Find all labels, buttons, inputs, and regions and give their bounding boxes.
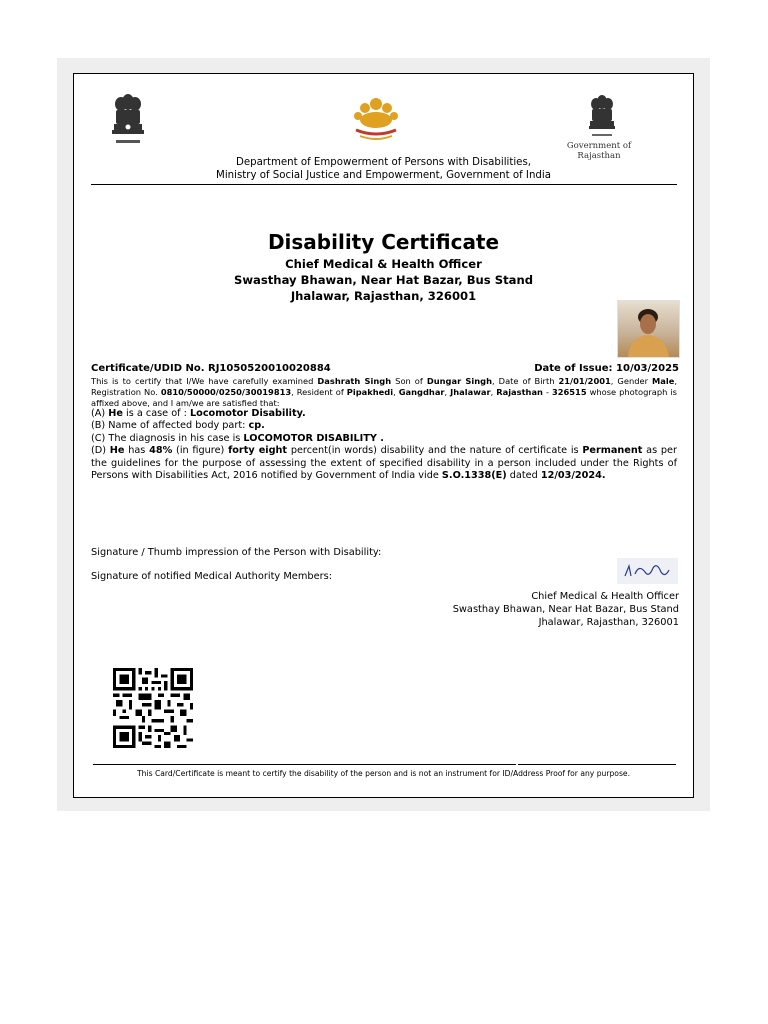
department-heading xyxy=(74,156,693,182)
authority-signature-label: Signature of notified Medical Authority Members: xyxy=(91,571,333,582)
person-signature-label: Signature / Thumb impression of the Person with Disability: xyxy=(91,547,382,558)
relation-text: Son of xyxy=(395,376,423,386)
footer-divider-left xyxy=(93,764,516,765)
national-emblem-icon xyxy=(108,92,148,154)
department-line-2: Ministry of Social Justice and Empowerment, Government of India xyxy=(216,170,551,181)
district: Jhalawar xyxy=(450,387,491,397)
authority-line-3: Jhalawar, Rajasthan, 326001 xyxy=(538,617,679,628)
clause-c xyxy=(91,433,677,445)
clause-d-dated: dated xyxy=(506,470,541,482)
footer-disclaimer: This Card/Certificate is meant to certify the disability of the person and is not an instrument for ID/Address Proof for any purpose. xyxy=(137,769,630,778)
rajasthan-emblem-icon xyxy=(350,94,402,142)
disability-percent: 48% xyxy=(149,445,173,457)
notification-number: S.O.1338(E) xyxy=(441,470,507,482)
udid-label: Certificate/UDID No. xyxy=(91,363,205,374)
authority-block xyxy=(453,590,679,629)
clause-d-text-2: as per the guidelines for the purpose of assessing the extent of specified disability in a person included under the Rights of Persons with Disabilities Act, 2016 notified by Government of India vide xyxy=(91,445,677,482)
certificate-sheet xyxy=(73,73,694,798)
intro-end: whose photograph is affixed above, and I am/we are satisfied that: xyxy=(91,387,677,408)
header-divider xyxy=(91,184,677,185)
registration-number: 0810/50000/0250/30019813 xyxy=(160,387,292,397)
clause-c-text: (C) The diagnosis in his case is xyxy=(91,432,244,444)
clause-a-prefix: (A) xyxy=(91,408,109,419)
certification-intro: This is to certify that I/We have carefully examined Dashrath Singh Son of Dungar Singh, Date of Birth 21/01/2001, Gender Male, Registration No. 0810/50000/0250/30019813, Resident of Pipakhedi, Gangdhar, Jhalawar, Rajasthan - 326515 whose photograph is affixed above, and I am/we are satisfied that: xyxy=(91,376,677,408)
office-line-2: Swasthay Bhawan, Near Hat Bazar, Bus Stand xyxy=(233,273,533,287)
office-line-3: Jhalawar, Rajasthan, 326001 xyxy=(290,289,477,303)
village: Pipakhedi xyxy=(346,387,394,397)
diagnosis: LOCOMOTOR DISABILITY . xyxy=(243,432,384,444)
issue-label: Date of Issue: xyxy=(534,363,613,374)
issue-value: 10/03/2025 xyxy=(616,363,679,374)
issue-date xyxy=(534,363,679,374)
authority-line-2: Swasthay Bhawan, Near Hat Bazar, Bus Stand xyxy=(452,604,679,615)
clause-d-text-1: percent(in words) disability and the nature of certificate is xyxy=(290,445,583,457)
person-photo xyxy=(617,300,680,358)
government-of-rajasthan-label: Government of Rajasthan xyxy=(566,141,632,161)
person-photo-image xyxy=(618,301,679,357)
person-name: Dashrath Singh xyxy=(317,376,392,386)
father-name: Dungar Singh xyxy=(426,376,493,386)
registration-label: , Registration No. xyxy=(91,376,677,397)
disability-type: Locomotor Disability. xyxy=(189,408,306,419)
resident-label: , Resident of xyxy=(291,387,347,397)
issuing-office xyxy=(74,256,693,304)
clause-d-figure: (in figure) xyxy=(172,445,229,457)
clause-a xyxy=(91,408,677,420)
clause-d-he: He xyxy=(109,445,125,457)
qr-code-icon xyxy=(112,668,194,748)
office-line-1: Chief Medical & Health Officer xyxy=(285,257,482,271)
department-line-1: Department of Empowerment of Persons with Disabilities, xyxy=(235,157,531,168)
gender-value: Male xyxy=(652,376,675,386)
certificate-nature: Permanent xyxy=(582,445,643,457)
government-emblem-icon xyxy=(582,94,622,140)
clause-a-he: He xyxy=(108,408,123,419)
certificate-title: Disability Certificate xyxy=(267,230,500,254)
clause-a-text: is a case of : xyxy=(122,408,190,419)
disability-percent-words: forty eight xyxy=(228,445,288,457)
clause-b-text: (B) Name of affected body part: xyxy=(91,420,249,432)
authority-line-1: Chief Medical & Health Officer xyxy=(531,591,679,602)
udid-value: RJ1050520010020884 xyxy=(208,363,331,374)
clause-d-has: has xyxy=(124,445,150,457)
date-of-birth: 21/01/2001 xyxy=(558,376,611,386)
certification-clauses xyxy=(91,408,677,482)
clause-d-prefix: (D) xyxy=(91,445,110,457)
pincode: 326515 xyxy=(551,387,587,397)
clause-b xyxy=(91,420,677,432)
state: Rajasthan xyxy=(496,387,543,397)
notification-date: 12/03/2024. xyxy=(540,470,606,482)
clause-d xyxy=(91,445,677,482)
authority-signature-image xyxy=(617,558,678,584)
gender-label: , Gender xyxy=(610,376,653,386)
dob-label: , Date of Birth xyxy=(492,376,559,386)
affected-body-part: cp. xyxy=(248,420,265,432)
intro-text: This is to certify that I/We have carefully examined xyxy=(91,376,318,386)
tehsil: Gangdhar xyxy=(398,387,445,397)
udid-number xyxy=(91,363,331,374)
footer-divider-right xyxy=(518,764,676,765)
